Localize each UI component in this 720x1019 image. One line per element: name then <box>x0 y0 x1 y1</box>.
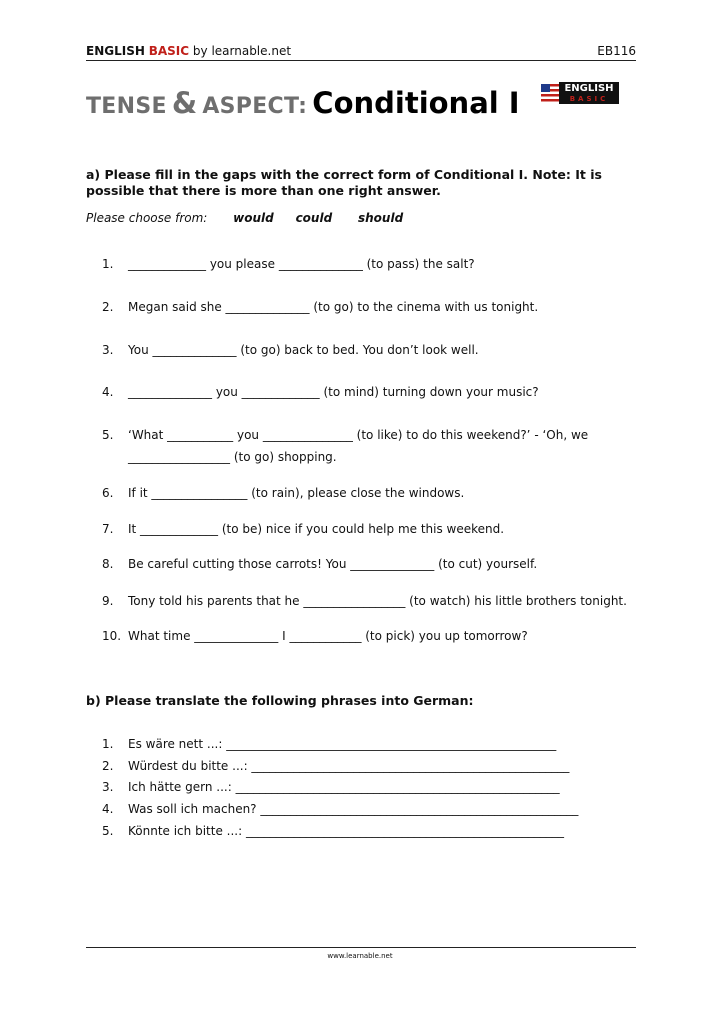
item-text: Würdest du bitte ...: _____________________________________________________ <box>128 759 570 773</box>
item-number: 3. <box>102 780 114 794</box>
exercise-item-4 <box>102 385 539 400</box>
item-text: ______________ you _____________ (to mind) turning down your music? <box>128 385 539 399</box>
item-text: Es wäre nett ...: _______________________________________________________ <box>128 737 557 751</box>
title-aspect: ASPECT: <box>202 94 308 119</box>
item-text: If it ________________ (to rain), please close the windows. <box>128 486 465 500</box>
logo-line1: ENGLISH <box>564 83 614 94</box>
translation-item-4 <box>102 802 578 817</box>
choice-word: should <box>358 211 404 225</box>
choose-label: Please choose from: <box>86 211 208 225</box>
logo-line2: BASIC <box>569 95 609 103</box>
translation-item-3 <box>102 780 560 795</box>
translation-item-2 <box>102 759 569 774</box>
exercise-item-10 <box>102 629 528 644</box>
item-number: 4. <box>102 802 114 816</box>
exercise-item-9 <box>102 594 627 609</box>
translation-item-5 <box>102 824 564 839</box>
item-text: You ______________ (to go) back to bed. You don’t look well. <box>128 343 479 357</box>
translation-item-1 <box>102 737 556 752</box>
section-a-instruction: a) Please fill in the gaps with the correct form of Conditional I. Note: It is possible that there is more than one right answer. <box>86 167 602 198</box>
exercise-item-3 <box>102 343 479 358</box>
item-number: 5. <box>102 428 114 442</box>
exercise-item-8 <box>102 557 537 572</box>
item-number: 9. <box>102 594 114 608</box>
item-text: Megan said she ______________ (to go) to the cinema with us tonight. <box>128 300 539 314</box>
title-main: Conditional I <box>312 86 520 120</box>
exercise-item-7 <box>102 522 504 537</box>
item-number: 10. <box>102 629 122 643</box>
english-basic-logo <box>541 82 619 104</box>
item-text: What time ______________ I ____________ (to pick) you up tomorrow? <box>128 629 528 643</box>
item-number: 4. <box>102 385 114 399</box>
item-number: 6. <box>102 486 114 500</box>
item-number: 1. <box>102 737 114 751</box>
title-ampersand: & <box>171 86 198 120</box>
brand-basic: BASIC <box>148 44 190 58</box>
page-title <box>86 86 520 120</box>
item-text: Be careful cutting those carrots! You ______________ (to cut) yourself. <box>128 557 538 571</box>
brand-english: ENGLISH <box>86 44 145 58</box>
item-text: It _____________ (to be) nice if you could help me this weekend. <box>128 522 505 536</box>
brand-rest: by learnable.net <box>192 44 292 58</box>
exercise-item-1 <box>102 257 475 272</box>
exercise-item-6 <box>102 486 464 501</box>
choice-word: could <box>295 211 333 225</box>
item-text: Tony told his parents that he _________________ (to watch) his little brothers tonight. <box>128 594 627 608</box>
header-brand <box>86 44 291 58</box>
exercise-item-5 <box>102 428 588 443</box>
item-number: 2. <box>102 759 114 773</box>
item-number: 1. <box>102 257 114 271</box>
worksheet-code: EB116 <box>597 44 636 58</box>
item-text: Was soll ich machen? _____________________________________________________ <box>128 802 579 816</box>
logo-text-box <box>559 82 619 104</box>
page-header <box>86 44 636 58</box>
header-divider <box>86 60 636 61</box>
item-number: 8. <box>102 557 114 571</box>
item-number: 3. <box>102 343 114 357</box>
item-number: 2. <box>102 300 114 314</box>
item-text: ‘What ___________ you _______________ (to like) to do this weekend?’ - ‘Oh, we <box>128 428 589 442</box>
exercise-item-5-continued <box>102 450 337 465</box>
choice-word: would <box>233 211 274 225</box>
item-text-continued: _________________ (to go) shopping. <box>128 450 337 464</box>
item-number: 7. <box>102 522 114 536</box>
item-text: Ich hätte gern ...: ______________________________________________________ <box>128 780 560 794</box>
choice-line <box>86 211 403 225</box>
item-text: Könnte ich bitte ...: _____________________________________________________ <box>128 824 564 838</box>
item-text: _____________ you please ______________ (to pass) the salt? <box>128 257 475 271</box>
item-number: 5. <box>102 824 114 838</box>
footer-url: www.learnable.net <box>327 952 393 960</box>
section-b-instruction: b) Please translate the following phrases into German: <box>86 693 474 708</box>
exercise-item-2 <box>102 300 538 315</box>
title-tense: TENSE <box>86 94 167 119</box>
footer-divider <box>86 947 636 948</box>
